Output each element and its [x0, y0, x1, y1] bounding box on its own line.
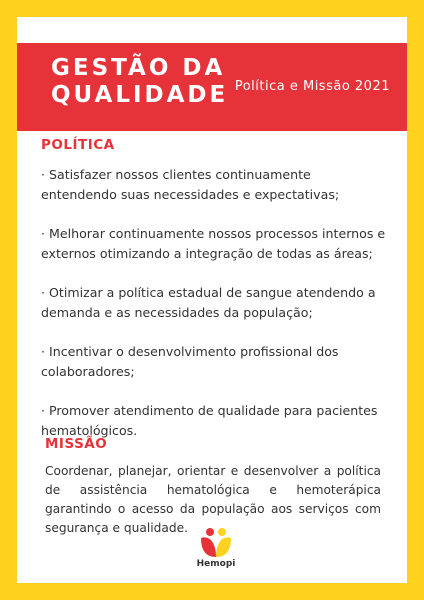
- document-title: [51, 55, 228, 109]
- title-line-1: GESTÃO DA: [51, 55, 226, 81]
- policy-item: · Melhorar continuamente nossos processos internos e externos otimizando a integração de todas as áreas;: [41, 226, 386, 261]
- policy-item: · Satisfazer nossos clientes continuamente entendendo suas necessidades e expectativas;: [41, 167, 340, 202]
- logo-name: Hemopi: [196, 559, 236, 569]
- policy-heading: POLÍTICA: [41, 137, 115, 153]
- hemopi-logo: [191, 527, 241, 577]
- document-subtitle: Política e Missão 2021: [234, 79, 390, 94]
- mission-text: Coordenar, planejar, orientar e desenvolver a política de assistência hematológica e hemoterápica garantindo o acesso da população aos serviços com segurança e qualidade.: [45, 464, 381, 535]
- mission-heading: MISSÃO: [45, 436, 108, 452]
- policy-list: [41, 165, 389, 460]
- hearts-logo-icon: [191, 527, 241, 559]
- policy-item: · Incentivar o desenvolvimento profissional dos colaboradores;: [41, 344, 339, 379]
- title-line-2: QUALIDADE: [51, 82, 229, 108]
- title-banner: [17, 43, 407, 131]
- document-page: [17, 17, 407, 583]
- policy-item: · Otimizar a política estadual de sangue atendendo a demanda e as necessidades da população;: [41, 285, 376, 320]
- policy-item: · Promover atendimento de qualidade para pacientes hematológicos.: [41, 403, 378, 438]
